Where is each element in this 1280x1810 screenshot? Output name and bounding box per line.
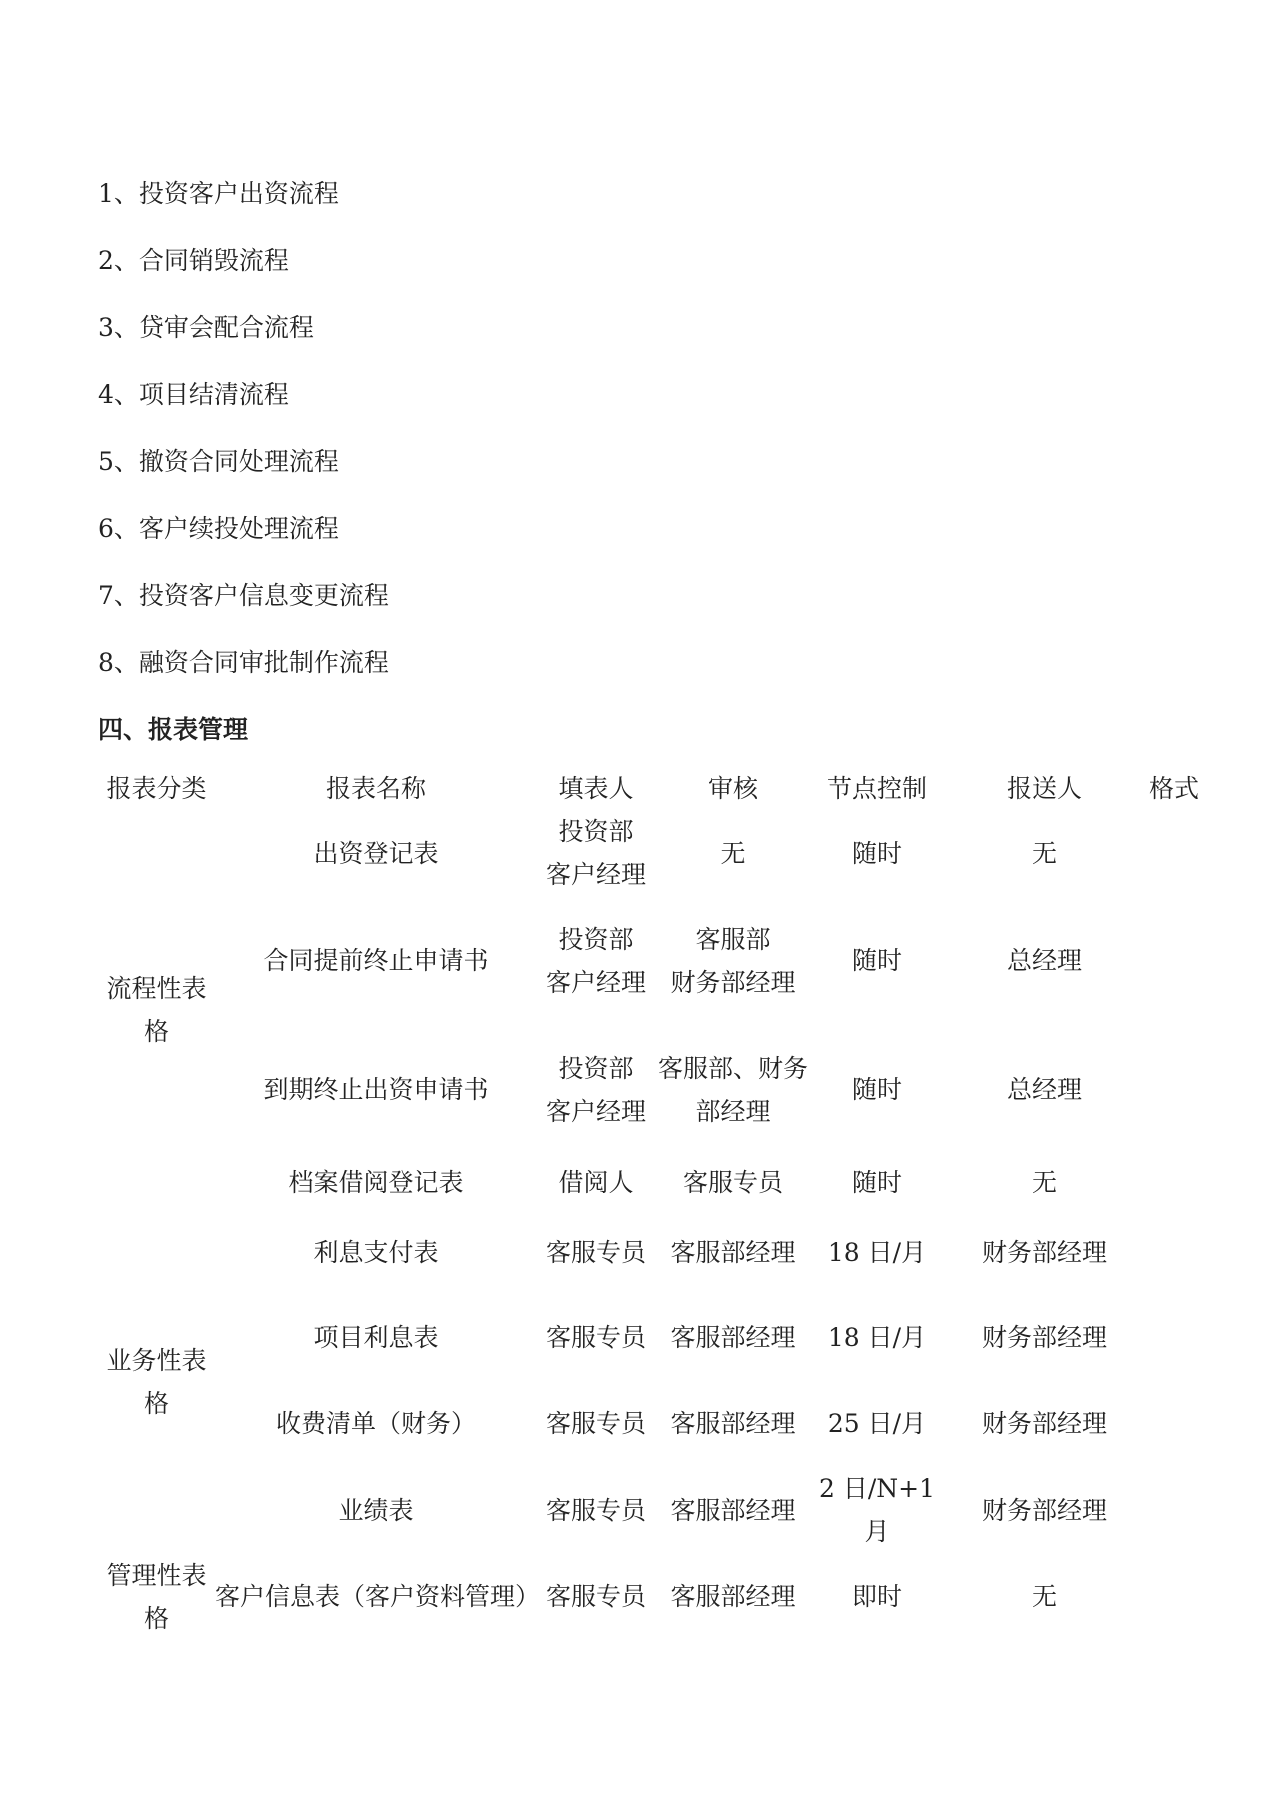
filler-cell: 客服专员 [545,1409,646,1438]
filler-cell: 投资部 客户经理 [545,817,646,889]
category-cell: 管理性表格 [106,1560,207,1633]
format-cell [1146,1553,1202,1640]
format-cell [1146,1025,1202,1154]
reviewer-cell: 客服部 财务部经理 [670,924,796,997]
recipient-cell: 无 [1031,838,1057,868]
list-item: 3、贷审会配合流程 [98,313,314,342]
node-control-cell: 18 日/月 [827,1238,927,1267]
report-name-cell: 客户信息表（客户资料管理） [215,1582,541,1611]
list-item: 4、项目结清流程 [98,380,289,409]
reviewer-cell: 客服部经理 [670,1238,796,1267]
node-control-cell: 随时 [851,838,902,868]
node-control-cell: 18 日/月 [827,1323,927,1352]
list-item: 2、合同销毁流程 [98,246,289,275]
node-control-cell: 即时 [851,1582,902,1611]
format-cell [1146,896,1202,1025]
recipient-cell: 无 [1031,1582,1057,1611]
format-cell [1146,1210,1202,1295]
header-node-control: 节点控制 [826,773,927,803]
report-name-cell: 业绩表 [338,1495,414,1525]
table-row [98,896,1202,1025]
format-cell [1146,1154,1202,1210]
process-list [98,160,1280,696]
filler-cell: 投资部 客户经理 [545,924,646,997]
reviewer-cell: 客服部经理 [670,1495,796,1525]
recipient-cell: 财务部经理 [981,1323,1107,1352]
format-cell [1146,1295,1202,1380]
table-row [98,810,1202,896]
list-item: 7、投资客户信息变更流程 [98,581,389,610]
filler-cell: 客服专员 [545,1238,646,1267]
reviewer-cell: 客服部经理 [670,1323,796,1352]
table-header-row [98,766,1202,810]
recipient-cell: 总经理 [1006,1075,1082,1104]
reviewer-cell: 客服部经理 [670,1409,796,1438]
report-name-cell: 收费清单（财务） [275,1409,476,1438]
format-cell [1146,1467,1202,1553]
reviewer-cell: 客服部、财务部经理 [657,1053,808,1126]
list-item: 1、投资客户出资流程 [98,179,339,208]
node-control-cell: 随时 [851,946,902,975]
report-name-cell: 合同提前终止申请书 [263,946,489,975]
format-cell [1146,1380,1202,1467]
report-name-cell: 出资登记表 [313,838,439,868]
reviewer-cell: 客服部经理 [670,1582,796,1611]
filler-cell: 客服专员 [545,1582,646,1611]
table-row [98,1467,1202,1553]
recipient-cell: 总经理 [1006,946,1082,975]
category-cell: 业务性表格 [106,1345,207,1418]
table-row [98,1553,1202,1640]
recipient-cell: 财务部经理 [981,1495,1107,1525]
report-table [98,766,1202,1640]
header-filler: 填表人 [558,773,634,803]
recipient-cell: 财务部经理 [981,1409,1107,1438]
format-cell [1146,810,1202,896]
node-control-cell: 随时 [851,1075,902,1104]
report-name-cell: 到期终止出资申请书 [263,1075,489,1104]
filler-cell: 借阅人 [558,1167,634,1197]
recipient-cell: 财务部经理 [981,1238,1107,1267]
list-item: 8、融资合同审批制作流程 [98,648,389,677]
filler-cell: 客服专员 [545,1495,646,1525]
category-cell: 流程性表格 [106,974,207,1046]
header-report-name: 报表名称 [325,773,426,803]
node-control-cell: 2 日/N+1 月 [818,1474,935,1546]
report-name-cell: 项目利息表 [313,1323,439,1352]
node-control-cell: 25 日/月 [827,1409,927,1438]
reviewer-cell: 无 [720,838,746,868]
section-heading: 四、报表管理 [98,715,249,744]
report-name-cell: 档案借阅登记表 [288,1167,464,1197]
table-row [98,1295,1202,1380]
list-item: 6、客户续投处理流程 [98,514,339,543]
node-control-cell: 随时 [851,1167,902,1197]
header-category: 报表分类 [106,773,207,803]
reviewer-cell: 客服专员 [682,1167,783,1197]
list-item: 5、撤资合同处理流程 [98,447,339,476]
filler-cell: 客服专员 [545,1323,646,1352]
filler-cell: 投资部 客户经理 [545,1053,646,1126]
header-reviewer: 审核 [707,773,758,803]
table-row [98,1210,1202,1295]
recipient-cell: 无 [1031,1167,1057,1197]
header-format: 格式 [1148,773,1199,803]
header-recipient: 报送人 [1006,773,1082,803]
report-name-cell: 利息支付表 [313,1238,439,1267]
table-row [98,1154,1202,1210]
table-row [98,1025,1202,1154]
table-row [98,1380,1202,1467]
